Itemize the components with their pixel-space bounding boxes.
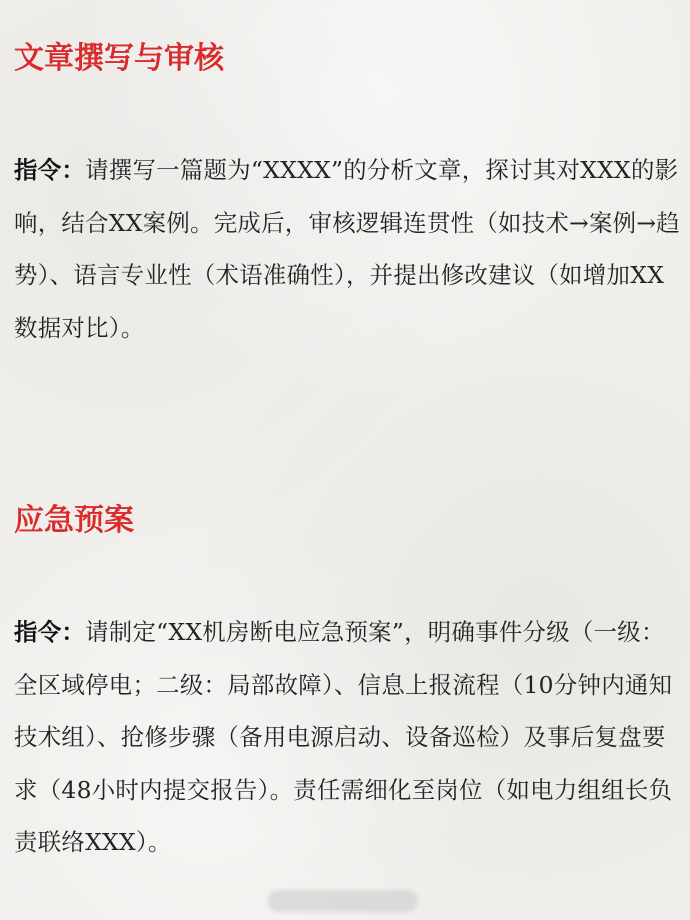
instruction-text: 请撰写一篇题为“XXXX”的分析文章，探讨其对XXX的影响，结合XX案例。完成后，审核逻辑连贯性（如技术→案例→趋势）、语言专业性（术语准确性），并提出修改建议（如增加XX数据对比）。 xyxy=(14,156,680,342)
instruction-paragraph xyxy=(14,606,682,869)
watermark xyxy=(268,890,418,912)
section-title: 文章撰写与审核 xyxy=(14,41,224,76)
section-title: 应急预案 xyxy=(14,503,134,538)
instruction-text: 请制定“XX机房断电应急预案”，明确事件分级（一级：全区域停电；二级：局部故障）、信息上报流程（10分钟内通知技术组）、抢修步骤（备用电源启动、设备巡检）及事后复盘要求（48小时内提交报告）。责任需细化至岗位（如电力组组长负责联络XXX）。 xyxy=(14,618,673,857)
instruction-label: 指令： xyxy=(14,156,86,184)
instruction-label: 指令： xyxy=(14,618,86,646)
instruction-paragraph xyxy=(14,144,682,354)
